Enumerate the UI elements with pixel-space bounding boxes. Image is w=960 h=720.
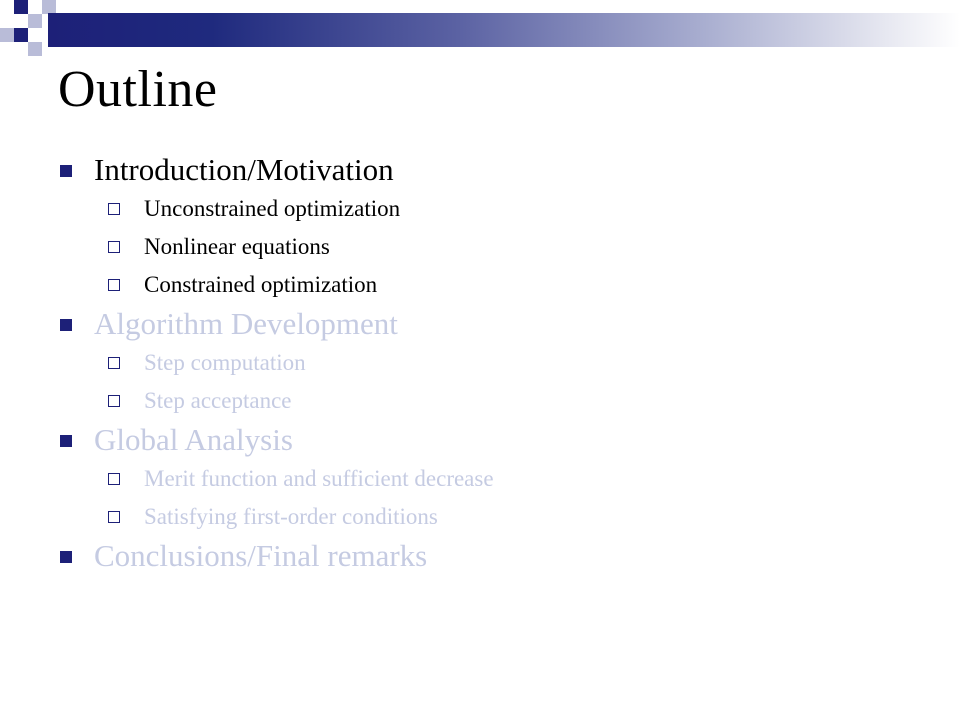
square-bullet-icon: [60, 551, 72, 563]
outline-item-introduction: [60, 150, 920, 190]
outline-subitem-label: Unconstrained optimization: [144, 196, 401, 221]
outline-item-label: Conclusions/Final remarks: [94, 538, 428, 573]
outline-subitem-label: Step acceptance: [144, 388, 292, 413]
decorative-square: [28, 14, 42, 28]
hollow-square-bullet-icon: [108, 395, 120, 407]
outline-subitem: [60, 460, 920, 498]
outline-subitem: [60, 498, 920, 536]
decorative-square: [14, 0, 28, 14]
decorative-square: [14, 28, 28, 42]
header-gradient-bar: [48, 13, 960, 47]
hollow-square-bullet-icon: [108, 279, 120, 291]
outline-item-conclusions: [60, 536, 920, 576]
outline-item-label: Introduction/Motivation: [94, 152, 394, 187]
hollow-square-bullet-icon: [108, 357, 120, 369]
outline-item-label: Global Analysis: [94, 422, 293, 457]
outline-subitem-label: Satisfying first-order conditions: [144, 504, 438, 529]
outline-list: [60, 150, 920, 576]
outline-subitem-label: Nonlinear equations: [144, 234, 330, 259]
hollow-square-bullet-icon: [108, 511, 120, 523]
hollow-square-bullet-icon: [108, 473, 120, 485]
outline-item-label: Algorithm Development: [94, 306, 398, 341]
square-bullet-icon: [60, 319, 72, 331]
square-bullet-icon: [60, 165, 72, 177]
slide-title: Outline: [58, 61, 218, 118]
outline-item-global-analysis: [60, 420, 920, 460]
outline-subitem-label: Step computation: [144, 350, 306, 375]
decorative-square: [28, 42, 42, 56]
outline-subitem: [60, 266, 920, 304]
outline-subitem: [60, 344, 920, 382]
hollow-square-bullet-icon: [108, 241, 120, 253]
outline-subitem: [60, 382, 920, 420]
decorative-square: [42, 0, 56, 14]
square-bullet-icon: [60, 435, 72, 447]
hollow-square-bullet-icon: [108, 203, 120, 215]
outline-subitem-label: Constrained optimization: [144, 272, 378, 297]
outline-subitem: [60, 228, 920, 266]
outline-subitem: [60, 190, 920, 228]
outline-item-algorithm-development: [60, 304, 920, 344]
outline-subitem-label: Merit function and sufficient decrease: [144, 466, 494, 491]
decorative-square: [0, 28, 14, 42]
